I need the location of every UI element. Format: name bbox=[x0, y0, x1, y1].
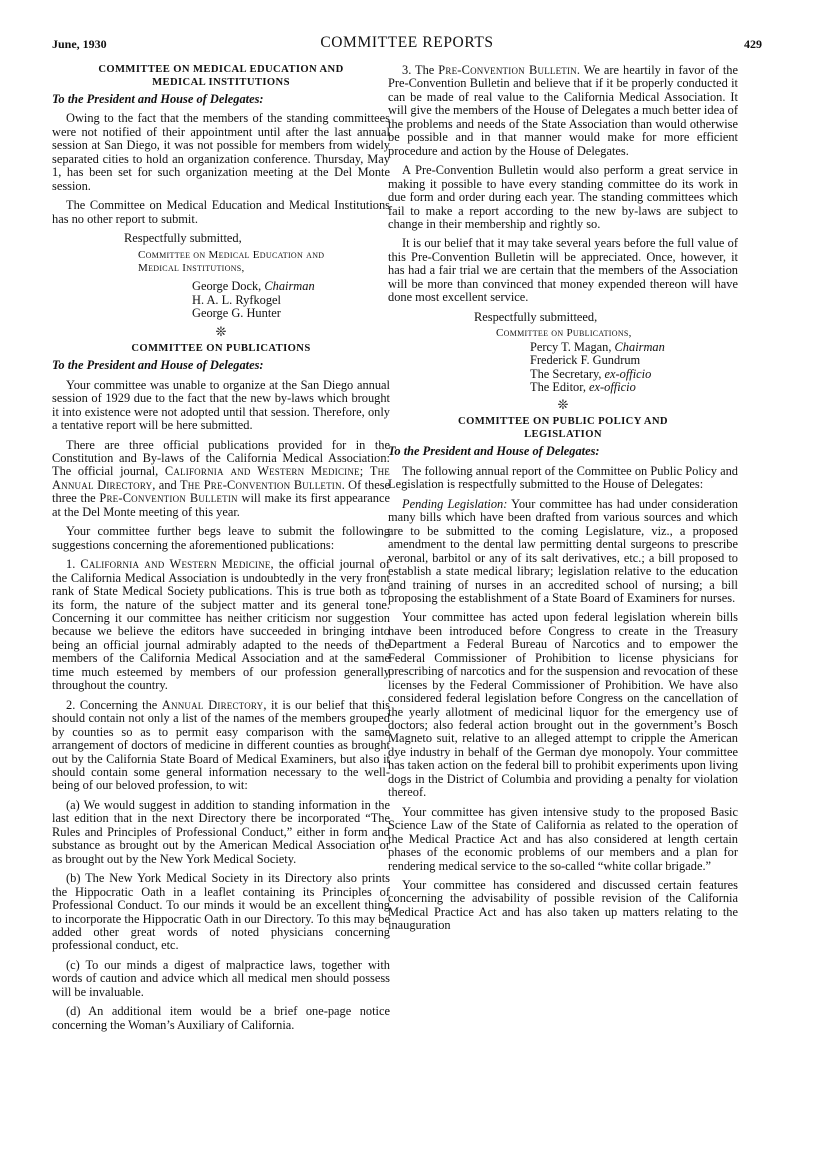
list-item: 2. Concerning the Annual Directory, it is our belief that this should contain not only a list of the names of the members grouped by counties so as to permit easy comparison with the same arrangement of doctors of medicine in different counties as brought out by the California State Board of Medical Examiners, but also it should contain some general information necessary to the well-being of our beloved profession, to wit: bbox=[52, 697, 390, 793]
closing: Respectfully submitted, bbox=[124, 231, 242, 246]
paragraph: Your committee further begs leave to submit the following suggestions concerning the aforementioned publications: bbox=[52, 524, 390, 552]
paragraph: There are three official publications provided for in the Constitution and By-laws of the California Medical Association: The official journal, California and Western Medicine; The Annual Directory, and The Pre-Convention Bulletin. Of these three the Pre-Convention Bulletin will make its first appearance at the Del Monte meeting of this year. bbox=[52, 437, 391, 519]
left-column bbox=[52, 64, 390, 1038]
section-heading-medical-education: COMMITTEE ON MEDICAL EDUCATION AND MEDICAL INSTITUTIONS bbox=[98, 64, 344, 88]
running-title: COMMITTEE REPORTS bbox=[320, 34, 494, 51]
right-column bbox=[388, 64, 738, 939]
list-item: 3. The Pre-Convention Bulletin. We are heartily in favor of the Pre-Convention Bulletin and believe that if it be properly conducted it can be made of real value to the California Medical Association. It will give the members of the House of Delegates a much better idea of the problems and needs of the State Association than would otherwise be possible and in that manner would make for more efficient procedure and action by the House of Delegates. bbox=[388, 63, 738, 158]
member: George G. Hunter bbox=[192, 306, 281, 321]
section-heading-public-policy: COMMITTEE ON PUBLIC POLICY AND LEGISLATION bbox=[458, 416, 668, 440]
member: H. A. L. Ryfkogel bbox=[192, 292, 281, 307]
list-item: (b) The New York Medical Society in its Directory also prints the Hippocratic Oath in a leaflet containing its Principles of Professional Conduct. To our minds it would be an excellent thing to incorporate the Hippocratic Oath in our Directory. To this may be added other great words of noted physicians concerning professional conduct, etc. bbox=[52, 871, 390, 953]
list-item: (a) We would suggest in addition to standing information in the last edition that in the next Directory there be incorporated “The Rules and Principles of Professional Conduct,” either in form and substance as brought out by the American Medical Association or as brought out by the New York Medical Society. bbox=[52, 797, 390, 866]
paragraph: Your committee was unable to organize at the San Diego annual session of 1929 due to the fact that the new by-laws which brought it into existence were not adopted until that session. Therefore, only a tentative report will be here submitted. bbox=[52, 377, 390, 433]
paragraph: Your committee has given intensive study to the proposed Basic Science Law of the State of California as related to the operation of the Medical Practice Act and has also considered at length certain phases of the economic problems of our members and a plan for rendering medical service to the so-called “white collar brigade.” bbox=[388, 804, 738, 873]
ornament-icon: ❊ bbox=[215, 323, 227, 339]
member-chairman: Percy T. Magan, Chairman bbox=[530, 339, 665, 354]
ornament-icon: ❊ bbox=[557, 397, 569, 413]
closing: Respectfully submitteed, bbox=[474, 309, 598, 324]
signature-block bbox=[388, 311, 738, 395]
paragraph: Owing to the fact that the members of the standing committees were not notified of their appointment until after the last annual session at San Diego, it was not possible for members from widely separated cities to hold an organization conference. Thursday, May 1, has been set for such organization meeting at the Del Monte session. bbox=[52, 111, 390, 193]
paragraph: Your committee has acted upon federal legislation wherein bills have been introduced before Congress to create in the Treasury Department a Federal Bureau of Narcotics and to empower the Federal Commissioner of Prohibition to license physicians for prescribing of narcotics and for the suspension and revocation of these licenses by the Federal Commissioner of Prohibition. We have also considered federal legislation before Congress on the cancellation of the yearly allotment of medicinal liquor for the emergency use of doctors; also federal action brought out in the government’s Bosch Magneto suit, relative to an alleged attempt to cripple the American dye industry in behalf of the German dye monopoly. Your committee has taken action on the federal bill to prohibit experiments upon living dogs in the District of Columbia and providing a penalty for violation thereof. bbox=[388, 610, 738, 800]
member-editor: The Editor, ex-officio bbox=[530, 379, 636, 394]
paragraph: It is our belief that it may take several years before the full value of this Pre-Convention Bulletin will be appreciated. Once, however, it has had a fair trial we are certain that the members of the Association will be more than convinced that money expended thereon will have done most excellent service. bbox=[388, 236, 738, 305]
page-number: 429 bbox=[744, 37, 762, 51]
issue-date: June, 1930 bbox=[52, 37, 107, 51]
paragraph: Pending Legislation: Your committee has had under consideration many bills which have been drafted from various sources and which are to be submitted to the coming Legislature, viz., a proposed amendment to the dental law permitting dental surgeons to prescribe veronal, barbitol or any of its salt derivatives, etc.; a bill proposed to establish a state medical library; legislation relative to the education and training of nurses in an accredited school of nursing; a bill proposing the establishment of a State Board of Examiners for nurses. bbox=[388, 496, 738, 605]
committee-name: Committee on Medical Education and Medical Institutions, bbox=[138, 248, 325, 274]
salutation: To the President and House of Delegates: bbox=[52, 358, 264, 373]
list-item: (d) An additional item would be a brief one-page notice concerning the Woman’s Auxiliary of California. bbox=[52, 1004, 390, 1032]
section-heading-publications: COMMITTEE ON PUBLICATIONS bbox=[131, 342, 311, 354]
paragraph: A Pre-Convention Bulletin would also perform a great service in making it possible to have every standing committee do its work in due form and order during each year. The standing committees which fail to make a report according to the new by-laws are subject to change in their membership and rightly so. bbox=[388, 163, 738, 231]
member: Frederick F. Gundrum bbox=[530, 353, 641, 368]
list-item: (c) To our minds a digest of malpractice laws, together with words of caution and advice which all medical men should possess will be invaluable. bbox=[52, 957, 390, 999]
signature-block bbox=[52, 232, 390, 321]
paragraph: The following annual report of the Committee on Public Policy and Legislation is respectfully submitted to the House of Delegates: bbox=[388, 463, 738, 492]
running-header bbox=[52, 34, 762, 54]
member-chairman: George Dock, Chairman bbox=[192, 279, 315, 294]
paragraph: Your committee has considered and discussed certain features concerning the advisability of possible revision of the California Medical Practice Act and has also taken up matters relating to the inauguration bbox=[388, 878, 738, 933]
list-item: 1. California and Western Medicine, the official journal of the California Medical Association is undoubtedly in the very front rank of State Medical Society publications. This is true both as to its form, the nature of the subject matter and its general tone. Concerning it our committee has neither criticism nor suggestion because we believe the editors have succeeded in bringing into being an official journal admirably adapted to the needs of the members of the California Medical Association and at the same time much esteemed by members of our profession generally throughout the country. bbox=[52, 557, 391, 693]
salutation: To the President and House of Delegates: bbox=[388, 444, 600, 459]
member-secretary: The Secretary, ex-officio bbox=[530, 366, 652, 381]
salutation: To the President and House of Delegates: bbox=[52, 92, 264, 106]
paragraph: The Committee on Medical Education and Medical Institutions has no other report to submit. bbox=[52, 198, 390, 226]
committee-name: Committee on Publications, bbox=[496, 327, 632, 340]
